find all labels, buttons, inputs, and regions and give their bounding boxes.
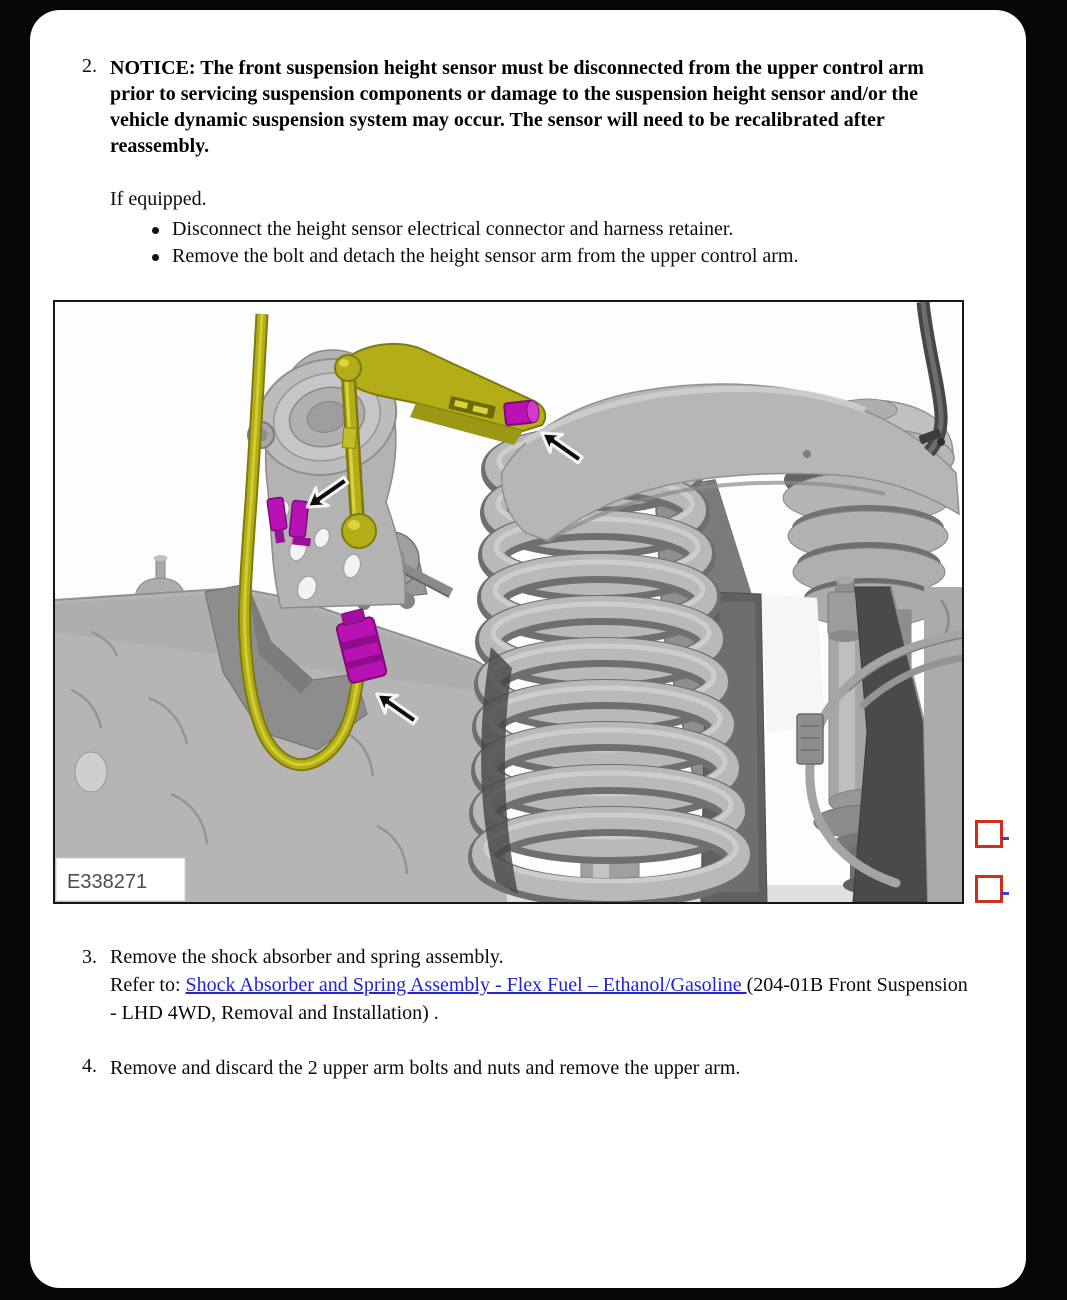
step-3-refer — [110, 971, 970, 1027]
refer-suffix: (204-01B Front Suspension - LHD 4WD, Removal and Installation) . — [110, 974, 968, 1024]
bullet-text: Disconnect the height sensor electrical connector and harness retainer. — [172, 218, 734, 240]
shock-absorber-procedure-link[interactable]: Shock Absorber and Spring Assembly - Flex Fuel – Ethanol/Gasoline — [185, 974, 747, 996]
step-4-text: Remove and discard the 2 upper arm bolts and nuts and remove the upper arm. — [110, 1057, 741, 1079]
step-3 — [82, 943, 970, 1027]
figure-label — [56, 858, 185, 901]
annotation-box-icon[interactable] — [975, 820, 1003, 848]
refer-prefix: Refer to: — [110, 974, 186, 996]
suspension-illustration-svg — [55, 302, 962, 902]
suspension-illustration — [53, 300, 964, 904]
step-2-number: 2. — [82, 55, 97, 77]
annotation-box-icon[interactable] — [975, 875, 1003, 903]
step-2-notice-text: NOTICE: The front suspension height sensor must be disconnected from the upper control arm prior to servicing suspension components or damage to the suspension height sensor and/or the vehicle dynamic suspension system may occur. The sensor will need to be recalibrated after reassembly. — [110, 57, 924, 157]
step-4-number: 4. — [82, 1055, 97, 1077]
step-3-line1: Remove the shock absorber and spring assembly. — [110, 946, 504, 968]
step-4 — [82, 1055, 970, 1082]
sensor-bolt — [504, 400, 540, 425]
bullet-item — [152, 218, 733, 241]
step-3-number: 3. — [82, 946, 97, 968]
annotation-dash-icon — [1001, 892, 1009, 895]
bullet-icon — [152, 254, 159, 261]
step-2 — [82, 55, 970, 159]
document-page — [30, 10, 1026, 1288]
bullet-item — [152, 245, 798, 268]
annotation-dash-icon — [1001, 837, 1009, 840]
figure-label-text: E338271 — [67, 871, 148, 893]
bullet-text: Remove the bolt and detach the height sensor arm from the upper control arm. — [172, 245, 799, 267]
if-equipped-text: If equipped. — [110, 188, 207, 210]
bullet-icon — [152, 227, 159, 234]
